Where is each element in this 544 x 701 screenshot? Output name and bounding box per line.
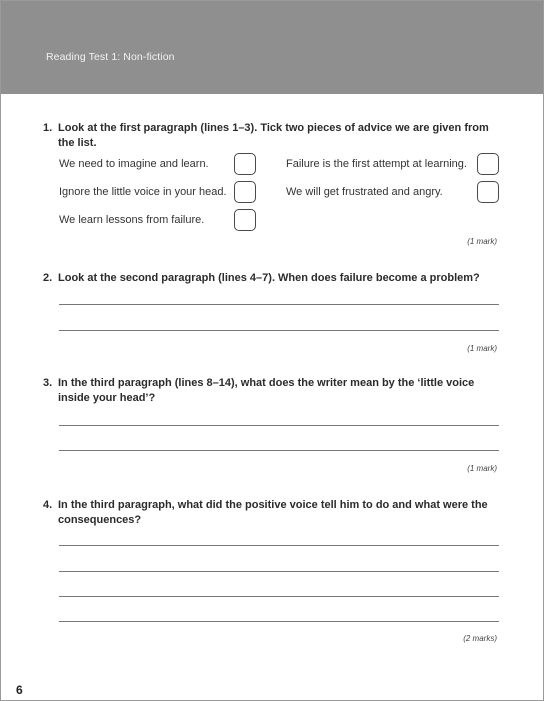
- option-label: We need to imagine and learn.: [59, 158, 209, 170]
- mark-allocation: (2 marks): [463, 634, 497, 643]
- header-title: Reading Test 1: Non-fiction: [46, 51, 175, 63]
- question-text: In the third paragraph (lines 8–14), what does the writer mean by the ‘little voice inside your head’?: [58, 377, 475, 404]
- tickbox-option-3[interactable]: [234, 181, 256, 203]
- answer-line[interactable]: [59, 621, 499, 622]
- answer-line[interactable]: [59, 571, 499, 572]
- option-label: We learn lessons from failure.: [59, 214, 205, 226]
- answer-line[interactable]: [59, 304, 499, 305]
- question-number: 3.: [43, 377, 53, 389]
- question-1: [43, 121, 493, 151]
- tickbox-option-2[interactable]: [477, 153, 499, 175]
- question-number: 4.: [43, 499, 53, 511]
- answer-line[interactable]: [59, 545, 499, 546]
- tickbox-option-1[interactable]: [234, 153, 256, 175]
- mark-allocation: (1 mark): [467, 237, 497, 246]
- answer-line[interactable]: [59, 330, 499, 331]
- question-number: 2.: [43, 272, 53, 284]
- question-2: [43, 271, 493, 286]
- tickbox-option-5[interactable]: [234, 209, 256, 231]
- question-number: 1.: [43, 122, 53, 134]
- mark-allocation: (1 mark): [467, 344, 497, 353]
- option-label: We will get frustrated and angry.: [286, 186, 443, 198]
- answer-line[interactable]: [59, 596, 499, 597]
- question-text: Look at the second paragraph (lines 4–7). When does failure become a problem?: [58, 272, 480, 284]
- option-label: Failure is the first attempt at learning.: [286, 158, 467, 170]
- tickbox-option-4[interactable]: [477, 181, 499, 203]
- question-4: [43, 498, 493, 528]
- mark-allocation: (1 mark): [467, 464, 497, 473]
- question-text: Look at the first paragraph (lines 1–3). Tick two pieces of advice we are given from the list.: [58, 122, 489, 149]
- answer-line[interactable]: [59, 425, 499, 426]
- option-label: Ignore the little voice in your head.: [59, 186, 227, 198]
- page-number: 6: [16, 683, 23, 697]
- header-band: [1, 1, 543, 94]
- question-3: [43, 376, 493, 406]
- question-text: In the third paragraph, what did the positive voice tell him to do and what were the consequences?: [58, 499, 488, 526]
- answer-line[interactable]: [59, 450, 499, 451]
